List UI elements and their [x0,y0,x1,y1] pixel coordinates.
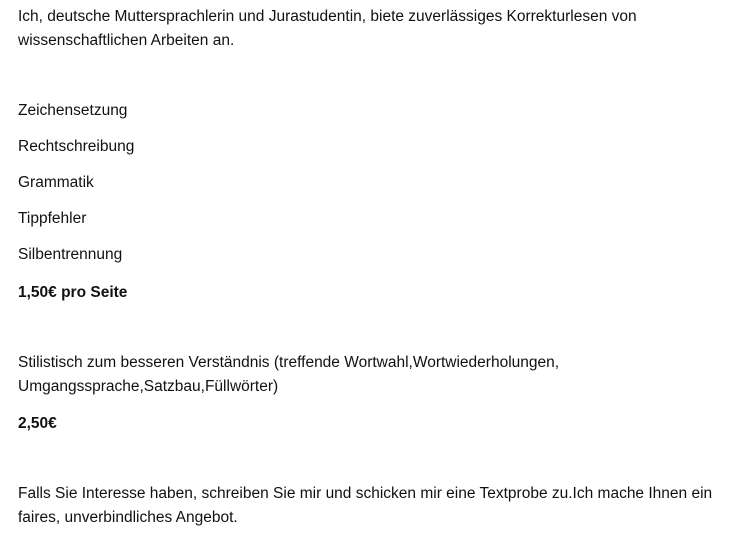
service-item-grammatik: Grammatik [18,174,94,191]
service-item-rechtschreibung: Rechtschreibung [18,138,135,155]
service-item-tippfehler: Tippfehler [18,210,87,227]
price-basic: 1,50€ pro Seite [18,284,128,301]
stylistic-service-paragraph: Stilistisch zum besseren Verständnis (treffende Wortwahl,Wortwiederholungen, Umgangssprache,Satzbau,Füllwörter) [18,354,560,395]
price-stylistic: 2,50€ [18,415,57,432]
service-list [18,99,746,279]
service-item-zeichensetzung: Zeichensetzung [18,102,128,119]
document-page [18,5,746,530]
service-item-silbentrennung: Silbentrennung [18,246,123,263]
intro-paragraph: Ich, deutsche Muttersprachlerin und Jurastudentin, biete zuverlässiges Korrekturlesen von wissenschaftlichen Arbeiten an. [18,8,637,49]
closing-paragraph: Falls Sie Interesse haben, schreiben Sie mir und schicken mir eine Textprobe zu.Ich mache Ihnen ein faires, unverbindliches Angebot. [18,485,713,526]
